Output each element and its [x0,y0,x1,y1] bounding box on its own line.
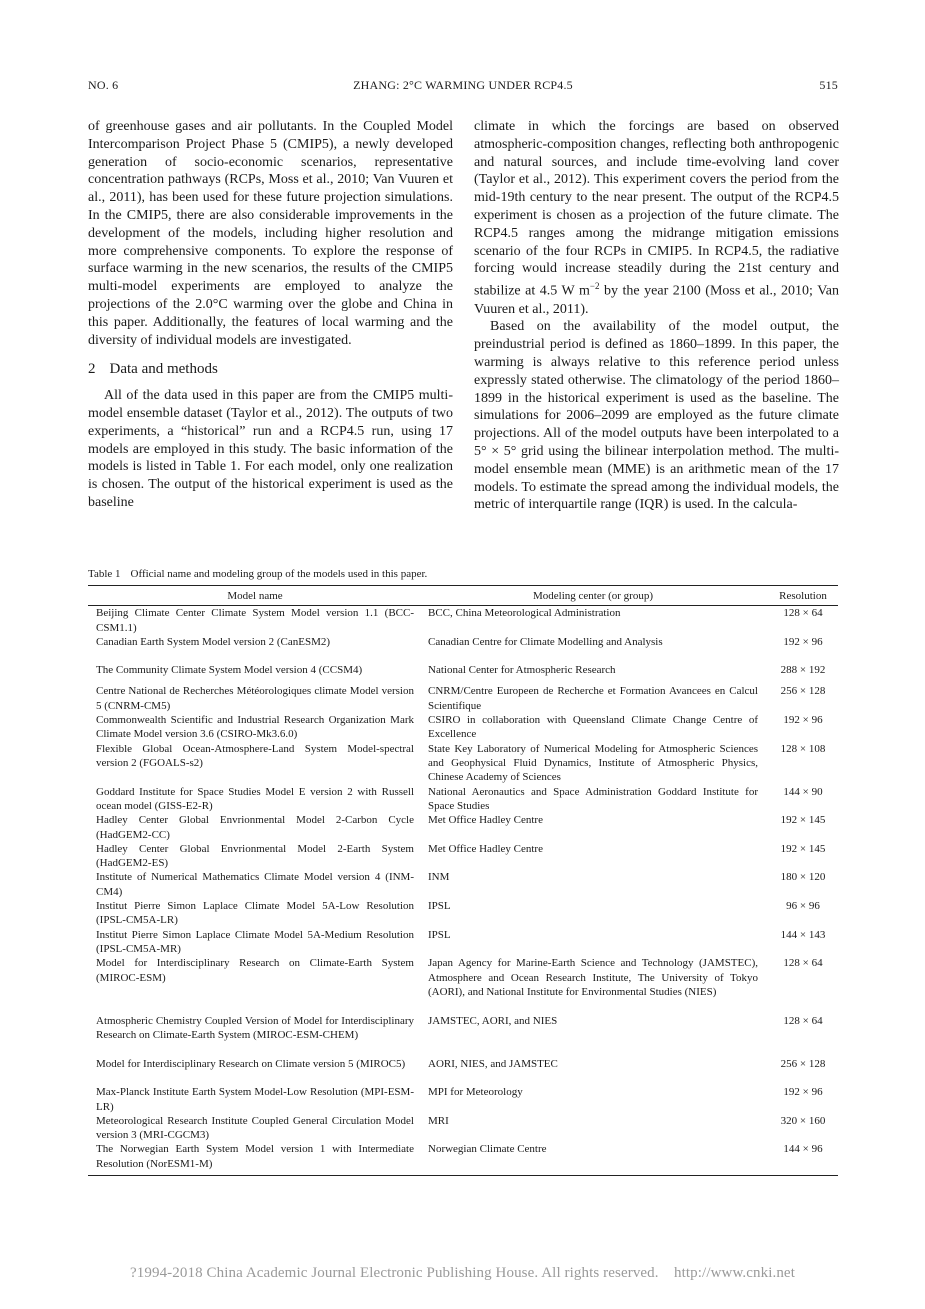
table-row [88,713,838,742]
model-name-cell: Atmospheric Chemistry Coupled Version of Model for Interdisciplinary Research on Climate-Earth System (MIROC-ESM-CHEM) [96,1014,414,1041]
resolution-cell: 144 × 96 [768,1142,838,1175]
table-label: Table 1 [88,568,121,580]
resolution-cell: 256 × 128 [780,685,826,698]
table-row [88,606,838,635]
modeling-center-cell: MRI [428,1114,449,1127]
resolution-cell: 256 × 128 [780,1057,826,1070]
table-header-row [88,586,838,606]
model-name-cell: Institut Pierre Simon Laplace Climate Model 5A-Low Resolution (IPSL-CM5A-LR) [96,900,414,927]
resolution-cell: 192 × 145 [780,814,826,827]
modeling-center-cell: CSIRO in collaboration with Queensland Climate Change Centre of Excellence [428,714,758,741]
model-name-cell: Institute of Numerical Mathematics Climate Model version 4 (INM-CM4) [96,871,414,898]
modeling-center-cell: State Key Laboratory of Numerical Modeling for Atmospheric Sciences and Geophysical Fluid Dynamics, Institute of Atmospheric Physics, Chinese Academy of Sciences [428,742,758,784]
model-name-cell: Max-Planck Institute Earth System Model-Low Resolution (MPI-ESM-LR) [96,1086,414,1113]
table-row [88,899,838,928]
resolution-cell: 180 × 120 [780,871,826,884]
model-name-cell: Commonwealth Scientific and Industrial Research Organization Mark Climate Model version 3.6 (CSIRO-Mk3.6.0) [96,714,414,741]
header-resolution: Resolution [768,586,838,606]
resolution-cell: 144 × 143 [780,928,826,941]
page-number: 515 [819,78,838,92]
model-name-cell: Flexible Global Ocean-Atmosphere-Land System Model-spectral version 2 (FGOALS-s2) [96,742,414,769]
right-column [474,118,839,514]
table-row [88,684,838,713]
table-caption-text: Official name and modeling group of the models used in this paper. [130,568,428,580]
section-number: 2 [88,361,96,378]
resolution-cell: 192 × 145 [780,842,826,855]
body-paragraph: of greenhouse gases and air pollutants. In the Coupled Model Intercomparison Project Phase 5 (CMIP5), a newly developed generation of socio-economic scenarios, representative concentration pathways (RCPs, Moss et al., 2010; Van Vuuren et al., 2011), has been used for these future projection simulations. In the CMIP5, there are also considerable improvements in the development of the models, including higher resolution and more comprehensive components. To explore the response of surface warming in the new scenarios, the results of the CMIP5 multi-model experiments are employed to analyze the projections of the 2.0°C warming over the globe and China in this paper. Additionally, the features of local warming and the diversity of individual models are investigated. [88,119,453,348]
model-name-cell: Model for Interdisciplinary Research on Climate-Earth System (MIROC-ESM) [96,957,414,984]
table-row [88,813,838,842]
resolution-cell: 192 × 96 [783,635,823,648]
model-name-cell: Hadley Center Global Envrionmental Model 2-Earth System (HadGEM2-ES) [96,842,414,870]
modeling-center-cell: MPI for Meteorology [428,1086,523,1099]
table-row [88,1114,838,1143]
table-body [88,606,838,1176]
modeling-center-cell: Norwegian Climate Centre [428,1142,768,1175]
table-row [88,785,838,814]
table-row [88,663,838,684]
resolution-cell: 128 × 64 [783,1014,823,1027]
model-name-cell: Institut Pierre Simon Laplace Climate Model 5A-Medium Resolution (IPSL-CM5A-MR) [96,928,414,955]
modeling-center-cell: INM [428,871,450,884]
table-row [88,842,838,871]
resolution-cell: 288 × 192 [780,664,826,677]
table-caption [88,568,838,580]
left-column [88,118,453,512]
table-1 [88,568,838,1176]
modeling-center-cell: BCC, China Meteorological Administration [428,607,621,620]
model-name-cell: Meteorological Research Institute Coupled General Circulation Model version 3 (MRI-CGCM3) [96,1114,414,1142]
modeling-center-cell: JAMSTEC, AORI, and NIES [428,1014,558,1027]
paragraph-text: by the year 2100 (Moss et al., 2010; Van Vuuren et al., 2011). [474,283,839,317]
unit-superscript: −2 [589,281,600,292]
header-modeling-center: Modeling center (or group) [428,586,768,606]
modeling-center-cell: Canadian Centre for Climate Modelling and Analysis [428,635,663,648]
table-row [88,870,838,899]
modeling-center-cell: IPSL [428,928,451,941]
running-header [88,78,838,96]
resolution-cell: 96 × 96 [786,900,820,913]
resolution-cell: 320 × 160 [780,1114,826,1127]
table-row [88,928,838,957]
resolution-cell: 128 × 64 [783,607,823,620]
paragraph-text: climate in which the forcings are based on observed atmospheric-composition changes, reflecting both anthropogenic and natural sources, and include time-evolving land cover (Taylor et al., 2012). This experiment covers the period from the mid-19th century to the near present. The output of the RCP4.5 experiment is chosen as a projection of the future climate. The RCP4.5 ranges among the midrange mitigation emissions scenario of the four RCPs in CMIP5. In RCP4.5, the radiative forcing would increase steadily during the 21st century and stabilize at 4.5 W m [474,119,839,299]
resolution-cell: 192 × 96 [783,714,823,727]
modeling-center-cell: IPSL [428,900,451,913]
model-name-cell: The Community Climate System Model version 4 (CCSM4) [96,664,363,677]
section-heading [88,361,453,379]
model-name-cell: Beijing Climate Center Climate System Model version 1.1 (BCC-CSM1.1) [96,607,414,634]
table-row [88,1085,838,1114]
footer-url: http://www.cnki.net [674,1265,795,1281]
header-model-name: Model name [88,586,428,606]
body-paragraph [474,118,839,318]
table-row [88,1014,838,1057]
modeling-center-cell: Met Office Hadley Centre [428,814,543,827]
modeling-center-cell: AORI, NIES, and JAMSTEC [428,1057,558,1070]
model-name-cell: Model for Interdisciplinary Research on Climate version 5 (MIROC5) [96,1057,406,1070]
table-row [88,1142,838,1175]
body-paragraph: All of the data used in this paper are from the CMIP5 multi-model ensemble dataset (Taylor et al., 2012). The outputs of two experiments, a “historical” run and a RCP4.5 run, using 17 models are employed in this study. The basic information of the models is listed in Table 1. For each model, only one realization is chosen. The output of the historical experiment is used as the baseline [88,388,453,510]
issue-number: NO. 6 [88,78,119,92]
modeling-center-cell: Met Office Hadley Centre [428,842,543,855]
copyright-text: ?1994-2018 China Academic Journal Electronic Publishing House. All rights reserved. [130,1265,659,1281]
model-name-cell: Goddard Institute for Space Studies Model E version 2 with Russell ocean model (GISS-E2-R) [96,785,414,812]
resolution-cell: 192 × 96 [783,1086,823,1099]
table-row [88,956,838,1013]
footer [0,1265,925,1282]
modeling-center-cell: National Aeronautics and Space Administration Goddard Institute for Space Studies [428,785,758,812]
resolution-cell: 144 × 90 [783,785,823,798]
model-name-cell: Canadian Earth System Model version 2 (CanESM2) [96,635,331,648]
model-name-cell: Centre National de Recherches Météorologiques climate Model version 5 (CNRM-CM5) [96,685,414,712]
model-name-cell: The Norwegian Earth System Model version 1 with Intermediate Resolution (NorESM1-M) [88,1142,428,1175]
resolution-cell: 128 × 108 [780,742,826,755]
section-title: Data and methods [109,361,218,378]
modeling-center-cell: Japan Agency for Marine-Earth Science and Technology (JAMSTEC), Atmosphere and Ocean Research Institute, The University of Tokyo (AORI), and National Institute for Environmental Studies (NIES) [428,957,758,998]
body-paragraph: Based on the availability of the model output, the preindustrial period is defined as 1860–1899. In this paper, the warming is always relative to this reference period unless expressly stated otherwise. The climatology of the period 1860–1899 in the historical experiment is used as the baseline. The simulations for 2006–2099 are employed as the future climate projections. All of the model outputs have been interpolated to a 5° × 5° grid using the bilinear interpolation method. The multi-model ensemble mean (MME) is an arithmetic mean of the 17 models. To estimate the spread among the individual models, the metric of interquartile range (IQR) is used. In the calcula- [474,319,839,513]
resolution-cell: 128 × 64 [783,957,823,970]
modeling-center-cell: National Center for Atmospheric Research [428,664,616,677]
table-row [88,635,838,664]
models-table [88,585,838,1176]
table-row [88,1057,838,1086]
model-name-cell: Hadley Center Global Envrionmental Model 2-Carbon Cycle (HadGEM2-CC) [96,814,414,841]
table-row [88,742,838,785]
modeling-center-cell: CNRM/Centre Europeen de Recherche et Formation Avancees en Calcul Scientifique [428,685,758,712]
running-title: ZHANG: 2°C WARMING UNDER RCP4.5 [353,78,573,92]
